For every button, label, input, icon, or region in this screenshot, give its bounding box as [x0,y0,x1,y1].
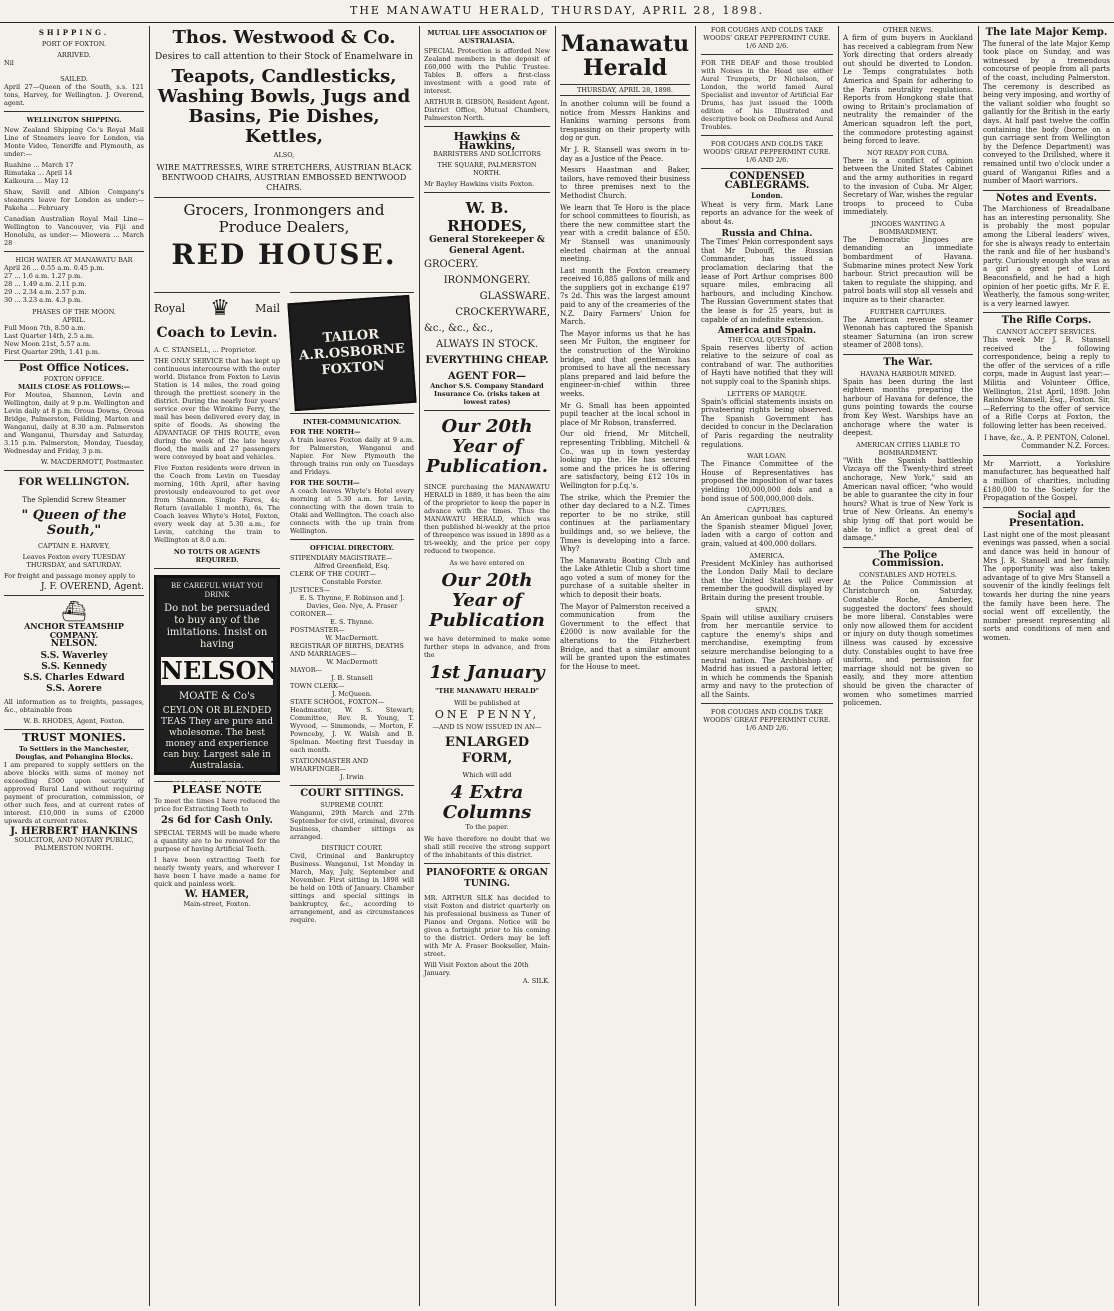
trust-title: TRUST MONIES. [22,731,126,745]
district-text: Civil, Criminal and Bankruptcy Business. Wanganui, 1st Monday in March, May, July, September and November. First sitting in 1898 will be held on 10th of January. Chamber sittings and special sittings in bankruptcy, &c., according to arrangement, and as circumstances require. [290,851,414,924]
official-row: Constable Forster. [321,578,383,586]
russia-text: The Times' Pekin correspondent says that Mr Dubouff, the Russian Commander, has issued a proclamation declaring that the lease of Port Arthur comprises 800 square miles, embracing all harbours, and including Kinchow. The Russian Government states that the lease is for 25 years, but is capable of an indefinite extension. [701,238,833,324]
fw-agent: J. F. OVEREND, Agent. [40,582,144,593]
westwood-ad [150,26,418,288]
official-row: MAYOR— [290,666,323,674]
news-item: Mr G. Small has been appointed pupil teacher at the local school in place of Mr Robson, transferred. [560,401,690,427]
other-text: A firm of gum buyers in Auckland has received a cablegram from New York directing that orders already out should be diverted to London. Le Temps congratulates both America and Spain for adhering to the Paris neutrality regulations. Reports from Hongkong state that owing to Britain's proclamation of neutrality the remainder of the American squadron left the port, the commodore protesting against being forced to leave. [843,34,973,146]
column-shipping [0,26,148,1308]
police-heading: The Police Commission. [871,549,945,570]
po-sign: W. MACDERMOTT, Postmaster. [40,458,144,467]
supreme-title: SUPREME COURT. [320,800,384,809]
official-row: STATIONMASTER AND WHARFINGER— [290,757,369,773]
anchor-ship: S.S. Aorere [46,684,102,695]
to-paper: To the paper. [465,823,509,832]
official-title: OFFICIAL DIRECTORY. [310,544,394,552]
spain-heading: SPAIN. [755,605,779,614]
tailor-osborne-ad [287,295,416,411]
hamer-sub: Main-street, Foxton. [183,899,251,908]
silk-visit: Will Visit Foxton about the 20th January. [424,961,529,978]
tide-row: April 26 ... 0.55 a.m. 0.45 p.m. [4,263,105,272]
south-title: FOR THE SOUTH— [290,479,360,487]
rhodes-item: GLASSWARE. [479,291,550,303]
rhodes-title: W. B. RHODES, [447,199,527,236]
column-events [979,26,1114,1308]
official-row: J. Irwin [340,773,364,781]
wsc-title: WELLINGTON SHIPPING. [26,115,122,124]
social-heading: Social and Presentation. [1008,509,1085,530]
year20-title-b: Our 20th Year of Publication [429,569,545,631]
trust-text: I am prepared to supply settlers on the above blocks with sums of money not exceeding £500 upon security of approved Rural Land without requiring payment of procuration, commission, or other such fees, and at current rates of interest. £10,000 in sums of £2000 upwards at current rates. [4,760,144,825]
marque-text: Spain's official statements insists on privateering rights being observed. The Spanish Government has decided to concur in the Declaration of Paris regarding the neutrality regulations. [701,397,833,449]
moon-month: APRIL. [62,315,86,324]
official-row: E. S. Thynne. [330,618,374,626]
fw-lead: The Splendid Screw Steamer [22,495,126,504]
coach-proprietor: A. C. STANSELL, ... Proprietor. [154,346,257,354]
america-text: President McKinley has authorised the London Daily Mail to declare that the United States will ever remember the goodwill displayed by Britain during the present trouble. [701,559,833,602]
social-text: Last night one of the most pleasant evenings was passed, when a social and dance was held in honour of Mrs J. R. Stansell and her family. The opportunity was also taken advantage of to give Mrs Stansell a souvenir of the kindly feelings felt towards her during the nine years the family have been here. The social went off excellently, the number present representing all sorts and conditions of men and women. [983,530,1110,642]
agent-for: AGENT FOR— [447,371,527,383]
tide-row: 29 ... 2.34 a.m. 2.57 p.m. [4,287,87,296]
america-heading: America and Spain. [717,326,817,337]
official-row: E. S. Thynne, F. Robinson and J. Davies, Geo. Nye, A. Fraser [299,594,405,610]
rhodes-item: CROCKERYWARE, [455,307,550,319]
column-herald-news [556,26,694,1308]
captures-heading: CAPTURES. [747,506,787,515]
port-heading: PORT OF FOXTON. [41,39,107,48]
jingoes-heading: JINGOES WANTING A BOMBARDMENT. [871,219,945,236]
column-ads [420,26,554,1308]
news-item: Our old friend, Mr Mitchell, representing Tribbling, Mitchell & Co., was up in town yesterday looking up the. He has secured some and the prices he is offering are satisfactory, being £12 10s in Wellington for p.f.q.'s. [560,430,690,490]
america-sub: AMERICA. [749,551,785,560]
official-row: J. McQueen. [332,690,372,698]
sailed-text: April 27—Queen of the South, s.s. 121 tons, Harvey, for Wellington. J. Overend, agent. [4,82,144,107]
official-row: POSTMASTER— [290,626,345,634]
trust-sub: SOLICITOR, AND NOTARY PUBLIC, PALMERSTON NORTH. [14,836,134,853]
official-row: Alfred Greenfield, Esq. [314,562,390,570]
wsc-row: Rimutaka ... April 14 [4,168,73,177]
canadian-text: Canadian Australian Royal Mail Line— Wellington to Vancouver, via Fiji and Honolulu, as under:— Miowera ... March 28 [4,214,144,247]
south-text: A coach leaves Whyte's Hotel every morning at 5.30 a.m. for Levin, connecting with the down train to Otaki and Wellington. The coach also connects with the up train from Wellington. [290,487,414,535]
coach-title: Coach to Levin. [156,325,278,341]
po-text: For Moutoa, Shannon, Levin and Wellington, daily at 9 p.m. Wellington and Levin daily at 8 p.m. Oroua Downs, Oroua Bridge, Palmerston, Feilding, Marton and Wanganui, daily at 8.30 a.m. Palmerston and Wanganui, Thursday and Saturday, 3.15 p.m. Palmerston, Monday, Tuesday, Wednesday and Friday, 3 p.m. [4,391,144,456]
further-heading: FURTHER CAPTURES. [869,307,947,316]
notes-text: The Marchioness of Breadalbane has an interesting personality. She is probably the most popular among the Liberal leaders' wives, for she is always ready to entertain the rank and file of her husband's party. Curiously enough she was as a girl a great pet of Lord Beaconsfield, and he had a high opinion of her poetic gifts. Mr F. E. Weatherly, the famous song-writer, is a very learned lawyer. [983,205,1110,308]
po-title: Post Office Notices. [18,362,130,374]
london-heading: London. [751,191,783,201]
column-cables [697,26,837,1308]
anchor-ship: S.S. Charles Edward [23,673,125,684]
official-row: W. MacDermott [326,658,378,666]
tide-row: 30 ... 3.23 a.m. 4.3 p.m. [4,295,83,304]
cities-text: "With the Spanish battleship Vizcaya off the Twenty-third street anchorage, New York," said an American naval officer, "who would be able to guarantee the city in four hours? What is true of New York is true of New Orleans. An enemy's ship lying off that port would be able to inflict a great deal of damage." [843,456,973,543]
january: 1st January [429,661,545,683]
rhodes-item: EVERYTHING CHEAP. [425,355,549,367]
special-text2: I have been extracting Teeth for nearly twenty years, and wherever I have been I have made a name for quick and painless work. [154,856,280,889]
herald-date: THURSDAY, APRIL 28, 1898. [560,84,690,96]
shaw-text: Shaw, Savill and Albion Company's steamers leave for London as under:— Pakeha ... February [4,187,144,212]
moon-row: Last Quarter 14th, 2.5 a.m. [4,331,95,340]
anchor-info: All information as to freights, passages, &c., obtainable from [4,698,144,715]
cable-title: CONDENSED CABLEGRAMS. [724,171,810,191]
nelson-warning: Do not be persuaded to buy any of the imitations. Insist on having [164,603,270,651]
rifle-text: This week Mr J. R. Stansell received the following correspondence, being a reply to the offer of the services of a rifle corps, made in August last year:— Militia and Volunteer Office, Wellington, 21st April, 1898. John Rainbow Stansell, Esq., Foxton. Sir,—Referring to the offer of service of a Rifle Corps at Foxton, the following letter has been received. [983,336,1110,430]
hawkins-addr: THE SQUARE, PALMERSTON NORTH. [437,161,537,178]
trust-lead: To Settlers in the Manchester, Douglas, and Pohangina Blocks. [15,744,133,761]
nelson-tea: CEYLON OR BLENDED TEAS They are pure and wholesome. The best money and experience can buy. Largest sale in Australasia. [161,706,273,772]
masthead [0,0,1114,23]
havana-heading: HAVANA HARBOUR MINED. [859,369,957,378]
entered: As we have entered on [449,558,525,567]
gibson-name: ARTHUR B. GIBSON, Resident Agent. [424,98,550,106]
westwood-also: ALSO, [273,151,295,159]
steamship-icon: ⛴ [61,599,87,624]
mail-label: Mail [255,301,280,315]
moon-row: New Moon 21st, 5.57 a.m. [4,339,91,348]
news-item: In another column will be found a notice from Messrs Hankins and Hankins warning persons from trespassing on their property with dog or gun. [560,100,690,143]
rifle-heading: The Rifle Corps. [1001,315,1092,327]
official-row: TOWN CLERK— [290,682,345,690]
trust-name: J. HERBERT HANKINS [10,825,138,837]
arrived-heading: ARRIVED. [57,50,91,59]
one-penny: ONE PENNY, [434,707,540,721]
published: Will be published at [454,698,520,707]
official-row: Headmaster, W. S. Stewart; Committee, Rev. R. Young, T. Wyvood, — Simmonds, — Morton, F. Pownceby, J. W. Walsh and B. Spelman. Meeting first Tuesday in each month. [290,706,414,754]
tailor-text: TAILOR A.R.OSBORNE FOXTON [298,327,406,379]
warloan-heading: WAR LOAN. [747,452,787,461]
official-row: CORONER— [290,610,333,618]
agent-text: Anchor S.S. Company Standard Insurance Co. (risks taken at lowest rates) [430,381,544,406]
gibson-sub: District Office, Mutual Chambers, Palmerston North. [424,106,550,122]
anchor-ship: S.S. Kennedy [41,662,107,673]
court-title: COURT SITTINGS. [300,788,404,799]
fw-ship: " Queen of the South," [21,508,127,539]
north-text: A train leaves Foxton daily at 9 a.m. for Palmerston, Wanganui and Napier. For New Plymouth the through trains run only on Tuesdays and Fridays. [290,436,414,476]
anchor-ship: S.S. Waverley [40,651,108,662]
please-price: 2s 6d for Cash Only. [161,814,273,826]
nelson-tea-ad [154,575,280,785]
cure-ad: FOR COUGHS AND COLDS TAKE WOODS' GREAT PEPPERMINT CURE. 1/6 AND 2/6. [703,26,831,50]
moon-row: First Quarter 29th, 1.41 p.m. [4,347,101,356]
notes-heading: Notes and Events. [996,192,1097,204]
special-text: SPECIAL TERMS will be made where a quantity are to be removed for the purpose of having Artificial Teeth. [154,829,280,854]
redhouse-title: RED HOUSE. [171,238,397,271]
nelson-sold: SOLD BY ALL GROCERS [161,775,273,785]
westwood-title: Thos. Westwood & Co. [172,27,396,48]
supreme-text: Wanganui, 29th March and 27th September for civil, criminal, divorce business, chamber sittings as arranged. [290,808,414,841]
which-add: Which will add [462,771,512,780]
po-mails: MAILS CLOSE AS FOLLOWS:— [17,383,131,392]
news-item: Messrs Haastman and Baker, tailors, have removed their business to three premises next to the Methodist Church. [560,166,690,200]
london-text: Wheat is very firm. Mark Lane reports an advance for the week of about 4s. [701,200,833,226]
mutual-title: MUTUAL LIFE ASSOCIATION OF AUSTRALASIA. [427,29,547,45]
official-row: STATE SCHOOL, FOXTON— [290,698,385,706]
marriott-text: Mr Marriott, a Yorkshire manufacturer, has bequeathed half a million of charities, including £180,000 to the Society for the Propagation of the Gospel. [983,459,1110,503]
anchor-agent: W. B. RHODES, Agent, Foxton. [23,717,125,726]
enlarged: ENLARGED FORM, [444,735,530,767]
rhodes-item: &c., &c., &c., [424,323,493,335]
nelson-name: NELSON [161,656,279,686]
tides-title: HIGH WATER AT MANAWATU BAR [15,255,133,264]
tide-row: 28 ... 1.49 a.m. 2.11 p.m. [4,279,87,288]
rifle-sign: I have, &c., A. P. PENTON, Colonel. Commander N.Z. Forces. [984,433,1110,451]
royal-crest-icon: ♛ [210,296,231,321]
column-coach [150,292,284,1308]
cannot-heading: CANNOT ACCEPT SERVICES. [996,328,1097,336]
constables-heading: CONSTABLES AND HOTELS. [859,570,957,579]
column-war [839,26,977,1308]
wsc-text: New Zealand Shipping Co.'s Royal Mail Line of Steamers leave for London, via Monte Video, Teneriffe and Plymouth, as under:— [4,125,144,158]
fw-leaves: Leaves Foxton every TUESDAY THURSDAY, and SATURDAY. [22,553,126,570]
extra-columns: 4 Extra Columns [442,782,532,824]
sailed-heading: SAILED. [60,74,88,83]
nelson-top: BE CAREFUL WHAT YOU DRINK [170,582,264,599]
rhodes-item: GROCERY. [424,259,479,271]
official-row: CLERK OF THE COURT— [290,570,376,578]
silk-text: MR. ARTHUR SILK has decided to visit Foxton and district quarterly on his professional business as Tuner of Pianos and Organs. Notice will be given a fortnight prior to his coming to the district. Orders may be left with Mr A. Fraser Bookseller, Main-street. [424,894,550,959]
news-item: The Mayor of Palmerston received a communication from the Government to the effect that £2000 is now available for the alterations to the Fitzherbert Bridge, and that a similar amount will be granted upon the estimates for the House to meet. [560,602,690,671]
support-text: We have therefore no doubt that we shall still receive the strong support of the inhabitants of this district. [424,835,550,860]
cuba-heading: NOT READY FOR CUBA. [866,148,950,157]
hamer-name: W. HAMER, [184,889,250,901]
anchor-title: ANCHOR STEAMSHIP COMPANY. [24,621,124,640]
herald-flag: Manawatu Herald [560,31,690,81]
shipping-title: SHIPPING. [38,28,110,37]
herald-name: "THE MANAWATU HERALD" [435,686,539,695]
westwood-teapots: Teapots, Candlesticks, Washing Bowls, Jugs and Basins, Pie Dishes, Kettles, [157,66,411,147]
captures-text: An American gunboat has captured the Spanish steamer Miguel Jover, laden with a cargo of cotton and grain, valued at 400,000 dollars. [701,514,833,548]
mutual-text: SPECIAL Protection is afforded New Zealand members in the deposit of £60,000 with the Public Trustee. Tables B. offers a first-class investment with a good rate of interest. [424,47,550,95]
police-text: At the Police Commission at Christchurch on Saturday, Constable Roche, Amberley, suggested the doctors' fees should be more liberal. Constables were only now allowed them for accident or injury on duty though sometimes illness was caused by excessive duty. Constables ought to have free uniform, and permission for marriage should not be given so easily, and they more attention should be given the character of women who sometimes married policemen. [843,578,973,708]
news-item: The Mayor informs us that he has seen Mr Fulton, the engineer for the construction of the Wirokino bridge, and that gentleman has promised to have all the necessary plans prepared and laid before the engineer-in-chief within three weeks. [560,329,690,398]
coal-heading: THE COAL QUESTION. [728,335,806,344]
cities-heading: AMERICAN CITIES LIABLE TO BOMBARDMENT. [856,440,960,457]
year20-text: SINCE purchasing the MANAWATU HERALD in 1889, it has been the aim of the proprietor to keep the paper in advance with the times. Thus the MANAWATU HERALD, which was then published bi-weekly at the price of threepence was issued in 1890 as a tri-weekly, and the price per copy reduced to twopence. [424,482,550,555]
westwood-lead: Desires to call attention to their Stock of Enamelware in [155,52,413,62]
hawkins-title: Hawkins & Hawkins, [453,130,521,152]
news-item: The Manawatu Boating Club and the Lake Athletic Club a short time ago voted a sum of money for the purchase of a suitable shelter in which to deposit their boats. [560,556,690,600]
spain-text: Spain will utilise auxiliary cruisers from her mercantile service to capture the enemy's ships and merchandise, exempting from seizure merchandise belonging to a neutral nation. The Archbishop of Madrid has issued a pastoral letter, in which he commends the Spanish army and navy to the protection of all the Saints. [701,613,833,699]
hawkins-sub: BARRISTERS AND SOLICITORS [433,150,541,159]
fw-captain: CAPTAIN E. HARVEY, [38,542,110,551]
westwood-grocers: Grocers, Ironmongers and Produce Dealers, [183,201,385,236]
deaf-text: FOR THE DEAF and those troubled with Noises in the Head use either Aural Trumpets, Dr Nicholson, of London, the world famed Aural Specialist and inventor of Artificial Ear Drums, has just issued the 100th edition of his Illustrated and descriptive book on Deafness and Aural Troubles. [701,59,833,131]
official-row: REGISTRAR OF BIRTHS, DEATHS AND MARRIAGES— [290,642,404,658]
silk-name: A. SILK. [522,977,550,986]
coach-no-touts: NO TOUTS OR AGENTS REQUIRED. [173,548,261,564]
cure-ad: FOR COUGHS AND COLDS TAKE WOODS' GREAT PEPPERMINT CURE. 1/6 AND 2/6. [703,708,831,733]
official-row: W. MacDermott. [325,634,379,642]
rhodes-sub: General Storekeeper & General Agent. [429,235,545,257]
havana-text: Spain has been during the last eighteen months preparing the harbour of Havana for defence, the guns pointing towards the course from Key West. Warships have an anchorage where the water is deepest. [843,377,973,438]
marque-heading: LETTERS OF MARQUE. [727,389,807,398]
rhodes-item: IRONMONGERY. [443,275,531,287]
north-title: FOR THE NORTH— [290,428,361,436]
nelson-co: MOATE & Co's [179,691,255,703]
tide-row: 27 ... 1.6 a.m. 1.27 p.m. [4,271,83,280]
intercom-title: INTER-COMMUNICATION. [303,418,401,426]
news-item: We learn that Te Horo is the place for school committees to flourish, as there the new committee start the year with a credit balance of £50. Mr Stansell was unanimously elected chairman at the annual meeting. [560,203,690,264]
news-item: The strike, which the Premier the other day declared to a N.Z. Times reporter to be no strike, still continues at the parliamentary buildings and, so we believe, the Times is developing into a farce. Why? [560,493,690,554]
wsc-row: Kaikoura ... May 12 [4,176,69,185]
anchor-place: NELSON. [50,638,98,649]
piano-title: PIANOFORTE & ORGAN TUNING. [426,868,548,890]
district-title: DISTRICT COURT. [321,843,383,852]
determined: we have determined to make some further steps in advance, and from the [424,634,550,659]
fw-title: FOR WELLINGTON. [18,477,130,489]
other-heading: OTHER NEWS. [882,26,934,34]
please-title: PLEASE NOTE [172,783,262,796]
further-text: The American revenue steamer Wenonah has captured the Spanish steamer Saturnina (an iron screw steamer of 2808 tons). [843,315,973,350]
rhodes-item: ALWAYS IN STOCK. [435,339,539,351]
news-item: Last month the Foxton creamery received 16,885 gallons of milk and the suppliers got in exchange £197 7s 2d. This was the largest amount paid to any of the creameries of the N.Z. Dairy Farmers' Union for March. [560,266,690,327]
po-sub: FOXTON OFFICE. [43,375,105,384]
official-row: J. B. Stansell [331,674,373,682]
coach-text2: Five Foxton residents were driven in the Coach from Levin on Tuesday morning, 16th April, after having previously endeavoured to get over from Shannon. Single Fares, 4s; Return (available 1 month), 6s. The Coach leaves Whyte's Hotel, Foxton, every week day at 5.30 a.m., for Levin, catching the train to Wellington at 8.0 a.m. [154,464,280,544]
issued: —AND IS NOW ISSUED IN AN— [432,723,542,732]
wsc-row: Ruahine ... March 17 [4,160,74,169]
column-rule [695,26,696,1306]
kemp-heading: The late Major Kemp. [985,27,1108,38]
coal-text: Spain reserves liberty of action relative to the seizure of coal as contraband of war. The authorities of Hayti have notified that they will not supply coal to the Spanish ships. [701,343,833,387]
news-item: Mr J. R. Stansell was sworn in to-day as a Justice of the Peace. [560,145,690,163]
warloan-text: The Finance Committee of the House of Representatives has proposed the imposition of war taxes yielding 100,000,000 dols and a bond issue of 500,000,000 dols. [701,460,833,503]
cuba-text: There is a conflict of opinion between the United States Cabinet and the army authorities in regard to the invasion of Cuba. Mr Alger, Secretary of War, wishes the regular troops to proceed to Cuba immediately. [843,156,973,217]
moon-row: Full Moon 7th, 8.50 a.m. [4,323,86,332]
moon-title: PHASES OF THE MOON. [32,307,116,316]
coach-text: THE ONLY SERVICE that has kept up continuous intercourse with the outer world. Distance from Foxton to Levin Station is 14 miles, the road going through the prettiest scenery in the district. During the nearly four years' service over the Wirokino Ferry, the mail has been delivered every day, in spite of floods. As showing the ADVANTAGE OF THIS ROUTE, even during the week of the late heavy flood, the mails and 27 passengers were conveyed by boat and vehicles. [154,357,280,461]
kemp-text: The funeral of the late Major Kemp took place on Sunday, and was witnessed by a tremendous concourse of people from all parts of the coast, including Palmerston. The ceremony is described as being very imposing, and worthy of the valiant soldier who fought so gallantly for the British in the early days. At half past twelve the coffin containing the body (borne on a gun carriage sent from Wellington by the Defence Department) was conveyed to the Drillshed, where it remained until two o'clock under a guard of Wanganui Rifles and a number of Maori warriors. [983,39,1110,186]
masthead-title: THE MANAWATU HERALD, THURSDAY, APRIL 28, 1898. [350,3,764,17]
jingoes-text: The Democratic Jingoes are demanding an immediate bombardment of Havana. Submarine mines protect New York harbour. Strict precaution will be taken to regulate the shipping, and patrol boats will stop all vessels and inquire as to their character. [843,235,973,305]
please-text: To meet the times I have reduced the price for Extracting Teeth to [154,796,280,813]
royal-label: Royal [154,301,186,315]
official-row: JUSTICES— [290,586,331,594]
cure-ad: FOR COUGHS AND COLDS TAKE WOODS' GREAT PEPPERMINT CURE. 1/6 AND 2/6. [703,140,831,164]
fw-freight: For freight and passage money apply to [4,572,136,581]
arrived-nil: Nil [4,58,14,67]
hawkins-visit: Mr Bayley Hawkins visits Foxton. [424,180,535,189]
westwood-wire: WIRE MATTRESSES, WIRE STRETCHERS, AUSTRIAN BLACK BENTWOOD CHAIRS, AUSTRIAN EMBOSSED BENTWOOD CHAIRS. [156,163,412,192]
russia-heading: Russia and China. [721,228,813,239]
war-heading: The War. [883,357,933,368]
column-directory [286,292,418,1308]
official-row: STIPENDIARY MAGISTRATE— [290,554,393,562]
year20-title: Our 20th Year of Publication. [425,415,549,477]
